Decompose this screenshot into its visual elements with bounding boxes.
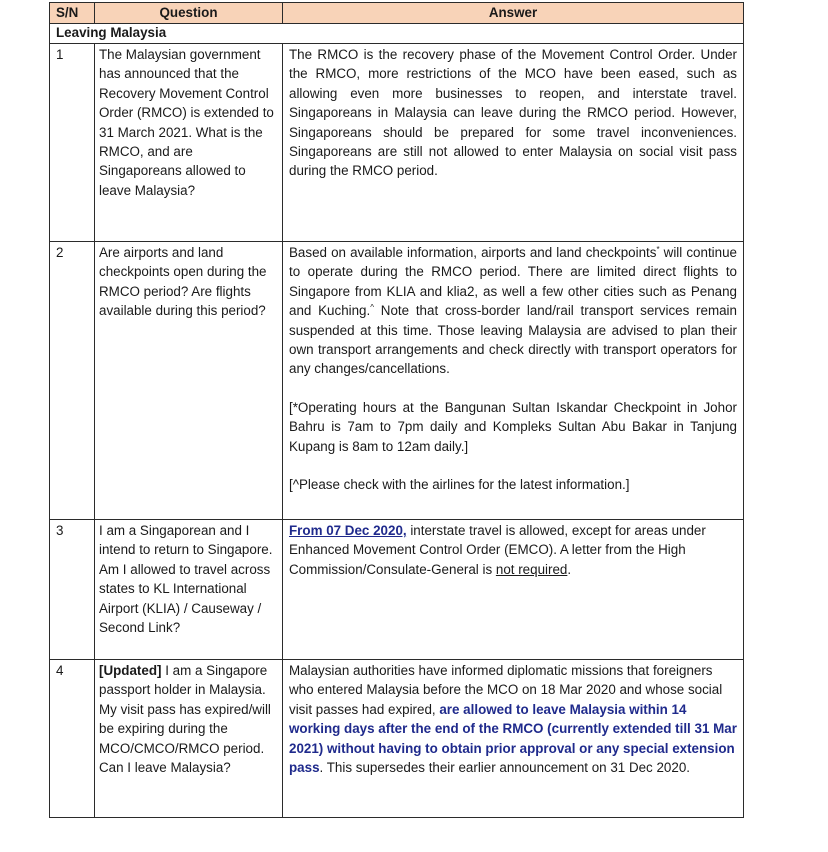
question-cell: The Malaysian government has announced that the Recovery Movement Control Order (RMCO) is extended to 31 March 2021. What is the RMCO, and are Singaporeans allowed to leave Malaysia? xyxy=(95,44,283,242)
table-row xyxy=(50,242,744,520)
answer-text: will continue to operate during the RMCO period. There are limited direct flights to Singapore from KLIA and klia2, as well a few other cities such as Penang and Kuching. xyxy=(289,245,737,319)
answer-paragraph xyxy=(289,243,737,379)
header-question: Question xyxy=(95,3,283,24)
footnote-marker: ^ xyxy=(370,303,374,313)
answer-text: . This supersedes their earlier announcement on 31 Dec 2020. xyxy=(319,760,690,776)
answer-text: . xyxy=(567,561,572,577)
section-row xyxy=(50,24,744,44)
row-number: 1 xyxy=(50,44,95,242)
answer-text: Note that cross-border land/rail transport services remain suspended at this time. Those leaving Malaysia are advised to plan their own transport arrangements and check directly with transport operators for any changes/cancellations. xyxy=(289,303,737,377)
faq-table xyxy=(49,2,744,818)
row-number: 2 xyxy=(50,242,95,520)
table-header-row xyxy=(50,3,744,24)
table-row xyxy=(50,44,744,242)
header-answer: Answer xyxy=(283,3,744,24)
table-row xyxy=(50,520,744,660)
question-text: I am a Singapore passport holder in Malaysia. My visit pass has expired/will be expiring during the MCO/CMCO/RMCO period. Can I leave Malaysia? xyxy=(99,663,271,776)
answer-cell xyxy=(283,242,744,520)
answer-cell: The RMCO is the recovery phase of the Movement Control Order. Under the RMCO, more restrictions of the MCO have been eased, such as allowing even more businesses to reopen, and interstate travel. Singaporeans in Malaysia can leave during the RMCO period. However, Singaporeans should be prepared for some travel inconveniences. Singaporeans are still not allowed to enter Malaysia on social visit pass during the RMCO period. xyxy=(283,44,744,242)
answer-text: interstate travel is allowed, except for areas under Enhanced Movement Control Order (EMCO). A letter from the High Commission/Consulate-General is xyxy=(289,523,706,577)
row-number: 4 xyxy=(50,660,95,818)
answer-highlight: are allowed to leave Malaysia within 14 working days after the end of the RMCO (currently extended till 31 Mar 2021) without having to obtain prior approval or any special extension pass xyxy=(289,701,737,776)
footnote-marker: * xyxy=(656,245,660,254)
row-number: 3 xyxy=(50,520,95,660)
date-highlight: From 07 Dec 2020, xyxy=(289,523,407,538)
answer-cell xyxy=(283,660,744,818)
updated-tag: [Updated] xyxy=(99,663,162,678)
answer-text: Based on available information, airports and land checkpoints xyxy=(289,245,657,260)
question-cell xyxy=(95,660,283,818)
answer-text: Malaysian authorities have informed diplomatic missions that foreigners who entered Malaysia before the MCO on 18 Mar 2020 and whose social visit passes had expired, xyxy=(289,663,723,717)
not-required-text: not required xyxy=(495,561,568,577)
question-cell: Are airports and land checkpoints open during the RMCO period? Are flights available during this period? xyxy=(95,242,283,520)
answer-cell xyxy=(283,520,744,660)
footnote-operating-hours: [*Operating hours at the Bangunan Sultan Iskandar Checkpoint in Johor Bahru is 7am to 7pm daily and Kompleks Sultan Abu Bakar in Tanjung Kupang is 8am to 12am daily.] xyxy=(289,399,737,454)
faq-document xyxy=(49,2,743,818)
question-cell: I am a Singaporean and I intend to return to Singapore. Am I allowed to travel across states to KL International Airport (KLIA) / Causeway / Second Link? xyxy=(95,520,283,660)
footnote-airlines: [^Please check with the airlines for the latest information.] xyxy=(289,477,630,493)
section-title: Leaving Malaysia xyxy=(50,24,744,44)
table-row xyxy=(50,660,744,818)
header-sn: S/N xyxy=(50,3,95,24)
